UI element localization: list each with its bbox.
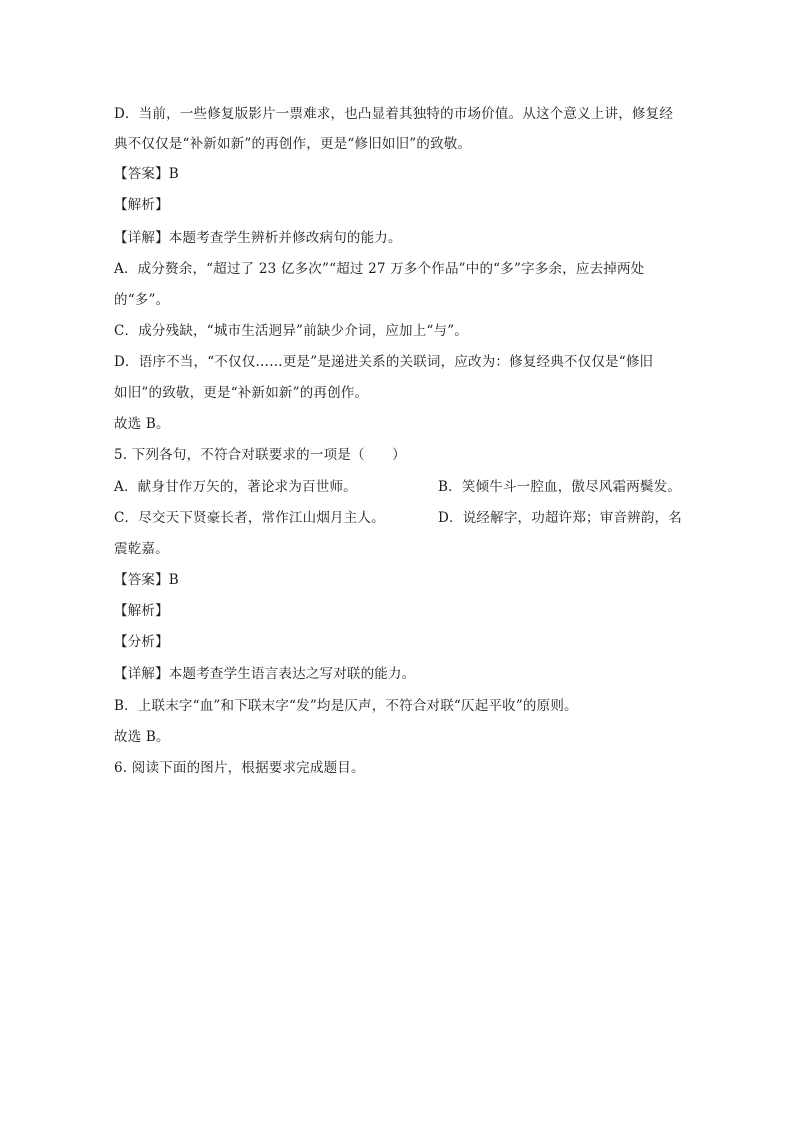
option-c: C．尽交天下贤豪长者，常作江山烟月主人。 (114, 510, 385, 526)
conclusion-line: 故选 B。 (114, 729, 170, 745)
analysis-label: 【解析】 (114, 197, 169, 213)
answer-label: 【答案】B (114, 572, 179, 588)
text-line: B．上联末字“血”和下联末字“发”均是仄声，不符合对联“仄起平收”的原则。 (114, 698, 578, 714)
option-a: A．献身甘作万矢的，著论求为百世师。 (114, 479, 357, 495)
detail-line: 【详解】本题考查学生辨析并修改病句的能力。 (114, 230, 402, 246)
text-line: A．成分赘余，“超过了 23 亿多次”“超过 27 万多个作品”中的“多”字多余，应去掉两处 (114, 261, 645, 277)
conclusion-line: 故选 B。 (114, 416, 170, 432)
detail-line: 【详解】本题考查学生语言表达之写对联的能力。 (114, 666, 416, 682)
text-line: D．当前，一些修复版影片一票难求，也凸显着其独特的市场价值。从这个意义上讲，修复经 (114, 106, 674, 122)
text-line: 的“多”。 (114, 292, 170, 308)
option-b: B．笑倾牛斗一腔血，傲尽风霜两鬓发。 (438, 479, 682, 495)
text-line: 震乾嘉。 (114, 541, 169, 557)
question-6-stem: 6. 阅读下面的图片，根据要求完成题目。 (114, 760, 365, 776)
analysis-label: 【解析】 (114, 603, 169, 619)
question-5-stem: 5. 下列各句，不符合对联要求的一项是（ ） (114, 447, 406, 463)
text-line: C．成分残缺，“城市生活迥异”前缺少介词，应加上“与”。 (114, 323, 469, 339)
text-line: 如旧”的致敬，更是“补新如新”的再创作。 (114, 385, 369, 401)
text-line: 典不仅仅是“补新如新”的再创作，更是“修旧如旧”的致敬。 (114, 136, 472, 152)
text-line: D．语序不当，“不仅仅……更是”是递进关系的关联词，应改为：修复经典不仅仅是“修旧 (114, 354, 654, 370)
analysis-sub-label: 【分析】 (114, 634, 169, 650)
option-d: D．说经解字，功超许郑；审音辨韵，名 (438, 510, 682, 526)
answer-label: 【答案】B (114, 166, 179, 182)
